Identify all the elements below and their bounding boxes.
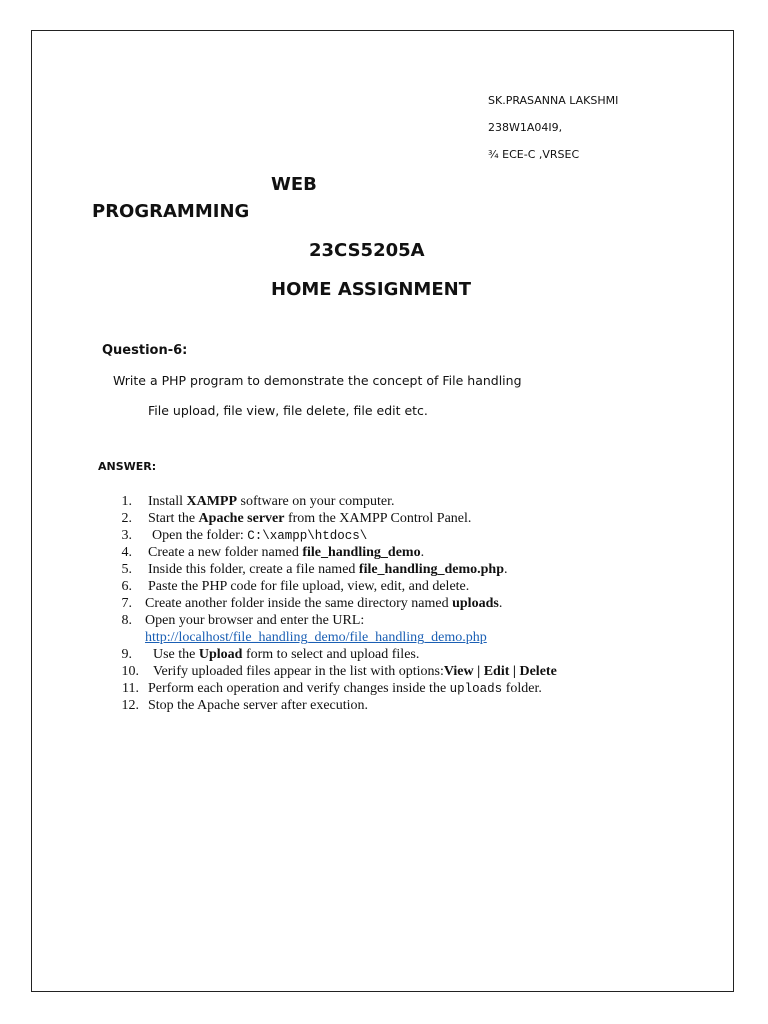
question-text: Write a PHP program to demonstrate the concept of File handling bbox=[113, 373, 522, 388]
step-number: 7. bbox=[121, 596, 132, 611]
url-link[interactable]: http://localhost/file_handling_demo/file_handling_demo.php bbox=[145, 630, 487, 645]
step-text: Install XAMPP software on your computer. bbox=[148, 494, 395, 509]
step-number: 6. bbox=[121, 579, 132, 594]
author-class: ¾ ECE-C ,VRSEC bbox=[488, 148, 580, 161]
course-code: 23CS5205A bbox=[309, 240, 425, 261]
step-number: 4. bbox=[121, 545, 132, 560]
step-text: Open the folder: C:\xampp\htdocs\ bbox=[152, 528, 368, 543]
step-text: Use the Upload form to select and upload files. bbox=[153, 647, 420, 662]
step-number: 1. bbox=[121, 494, 132, 509]
step-text: Open your browser and enter the URL: bbox=[145, 613, 365, 628]
step-text: Inside this folder, create a file named file_handling_demo.php. bbox=[148, 562, 508, 577]
step-text: Verify uploaded files appear in the list with options:View | Edit | Delete bbox=[153, 664, 557, 679]
step-number: 2. bbox=[121, 511, 132, 526]
step-text: Create a new folder named file_handling_demo. bbox=[148, 545, 425, 560]
step-number: 10. bbox=[121, 664, 139, 679]
step-number: 11. bbox=[122, 681, 139, 696]
step-text: Paste the PHP code for file upload, view, edit, and delete. bbox=[148, 579, 470, 594]
answer-label: ANSWER: bbox=[98, 460, 157, 473]
step-number: 12. bbox=[121, 698, 139, 713]
title-line2: PROGRAMMING bbox=[92, 201, 250, 222]
question-label: Question-6: bbox=[102, 343, 188, 358]
assignment-type: HOME ASSIGNMENT bbox=[271, 279, 471, 300]
step-text: Start the Apache server from the XAMPP Control Panel. bbox=[148, 511, 472, 526]
step-text: Stop the Apache server after execution. bbox=[148, 698, 369, 713]
step-number: 3. bbox=[121, 528, 132, 543]
step-text: Perform each operation and verify changes inside the uploads folder. bbox=[148, 681, 542, 696]
question-subtext: File upload, file view, file delete, file edit etc. bbox=[148, 403, 428, 418]
author-roll: 238W1A04I9, bbox=[488, 121, 563, 134]
author-name: SK.PRASANNA LAKSHMI bbox=[488, 94, 619, 107]
title-line1: WEB bbox=[271, 174, 317, 195]
step-number: 5. bbox=[121, 562, 132, 577]
step-number: 9. bbox=[121, 647, 132, 662]
step-number: 8. bbox=[121, 613, 132, 628]
step-text: Create another folder inside the same directory named uploads. bbox=[145, 596, 503, 611]
